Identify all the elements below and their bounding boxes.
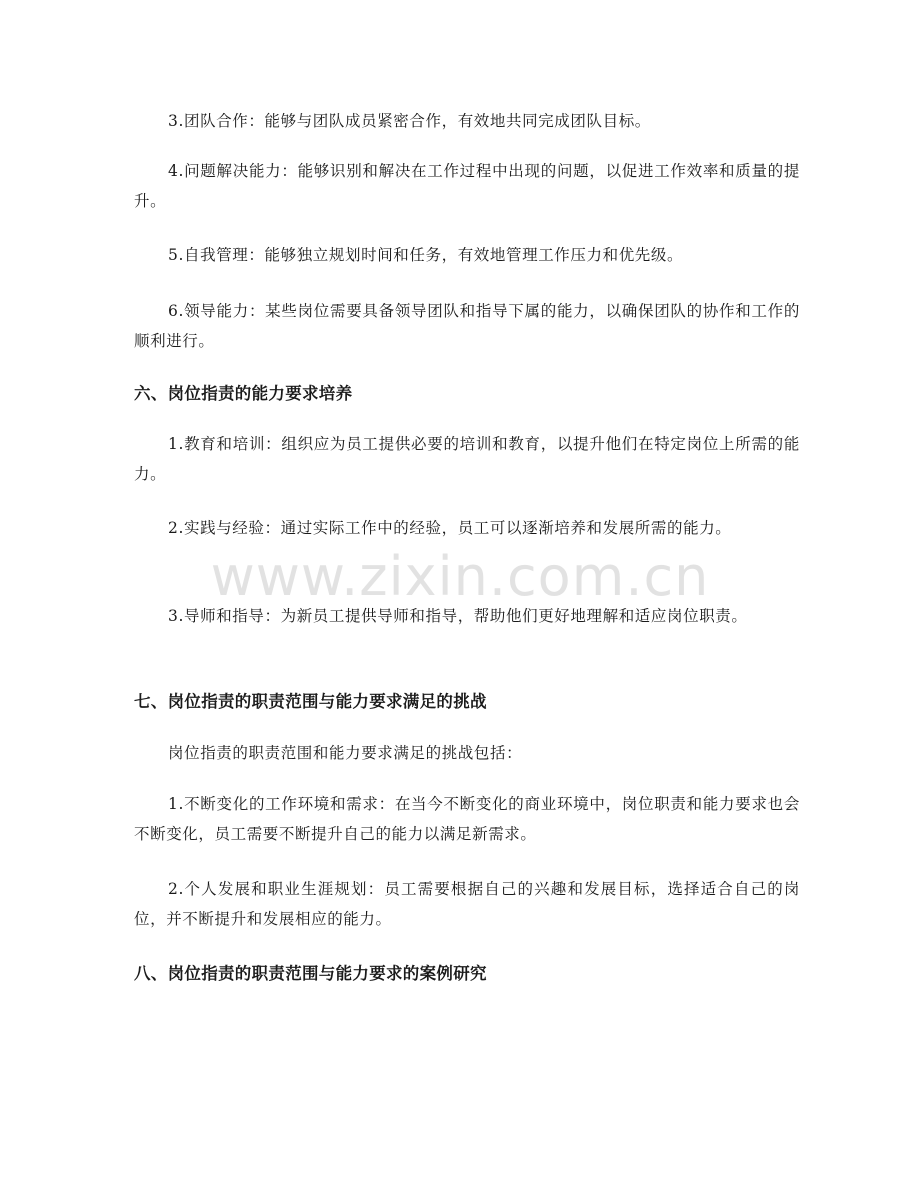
paragraph-problem-solving: 4.问题解决能力：能够识别和解决在工作过程中出现的问题，以促进工作效率和质量的提升。 (134, 162, 800, 210)
section-heading-7: 七、岗位指责的职责范围与能力要求满足的挑战 (134, 692, 487, 711)
section-heading-6: 六、岗位指责的能力要求培养 (134, 384, 353, 403)
paragraph-team-cooperation: 3.团队合作：能够与团队成员紧密合作，有效地共同完成团队目标。 (168, 112, 651, 130)
paragraph-practice-experience: 2.实践与经验：通过实际工作中的经验，员工可以逐渐培养和发展所需的能力。 (168, 519, 732, 537)
paragraph-leadership: 6.领导能力：某些岗位需要具备领导团队和指导下属的能力，以确保团队的协作和工作的顺利进行。 (134, 302, 800, 350)
paragraph-changing-environment: 1.不断变化的工作环境和需求：在当今不断变化的商业环境中，岗位职责和能力要求也会不断变化，员工需要不断提升自己的能力以满足新需求。 (134, 795, 800, 843)
paragraph-mentoring: 3.导师和指导：为新员工提供导师和指导，帮助他们更好地理解和适应岗位职责。 (168, 607, 748, 625)
paragraph-career-planning: 2.个人发展和职业生涯规划：员工需要根据自己的兴趣和发展目标，选择适合自己的岗位，并不断提升和发展相应的能力。 (134, 880, 800, 928)
paragraph-education-training: 1.教育和培训：组织应为员工提供必要的培训和教育，以提升他们在特定岗位上所需的能力。 (134, 435, 800, 483)
paragraph-challenges-intro: 岗位指责的职责范围和能力要求满足的挑战包括： (168, 744, 523, 762)
paragraph-self-management: 5.自我管理：能够独立规划时间和任务，有效地管理工作压力和优先级。 (168, 246, 684, 264)
section-heading-8: 八、岗位指责的职责范围与能力要求的案例研究 (134, 964, 487, 983)
watermark: www.zixin.com.cn (210, 545, 710, 608)
